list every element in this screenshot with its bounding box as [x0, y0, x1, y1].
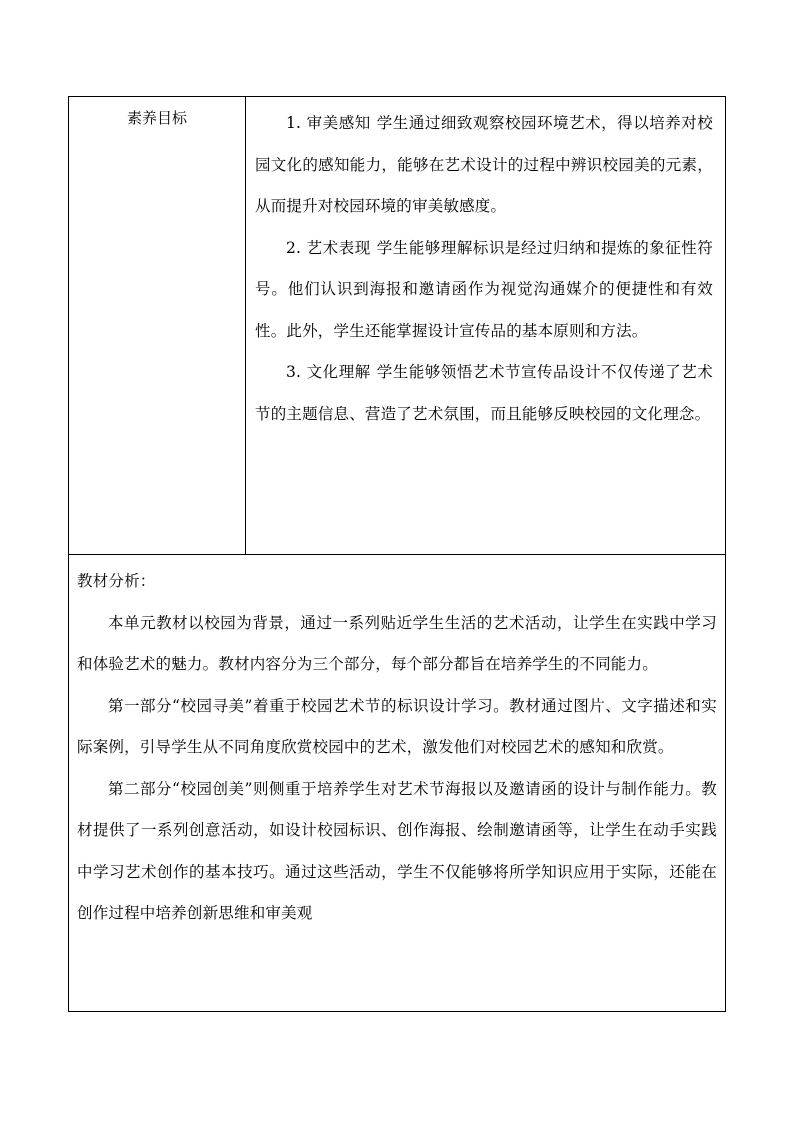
analysis-paragraph: 本单元教材以校园为背景，通过一系列贴近学生生活的艺术活动，让学生在实践中学习和体验艺术的魅力。教材内容分为三个部分，每个部分都旨在培养学生的不同能力。: [77, 613, 717, 673]
goal-item-text: 学生能够理解标识是经过归纳和提炼的象征性符号。他们认识到海报和邀请函作为视觉沟通媒介的便捷性和有效性。此外，学生还能掌握设计宣传品的基本原则和方法。: [255, 238, 714, 340]
goal-item: [255, 352, 713, 435]
goal-item-lead: 2. 艺术表现: [286, 238, 371, 257]
analysis-content: [77, 561, 717, 935]
goal-item-lead: 1. 审美感知: [286, 114, 371, 132]
lesson-plan-table: [68, 96, 726, 1012]
analysis-paragraph: 第一部分“校园寻美”着重于校园艺术节的标识设计学习。教材通过图片、文字描述和实际案例，引导学生从不同角度欣赏校园中的艺术，激发他们对校园艺术的感知和欣赏。: [77, 696, 717, 756]
goals-content-cell: [255, 103, 713, 435]
goals-label-cell: [69, 97, 246, 554]
analysis-row: [69, 555, 725, 1011]
goals-label: 素养目标: [126, 109, 187, 127]
goal-item: [255, 103, 713, 228]
goal-item-text: 学生能够领悟艺术节宣传品设计不仅传递了艺术节的主题信息、营造了艺术氛围，而且能够反映校园的文化理念。: [255, 363, 714, 423]
goal-item-text: 学生通过细致观察校园环境艺术，得以培养对校园文化的感知能力，能够在艺术设计的过程中辨识校园美的元素，从而提升对校园环境的审美敏感度。: [255, 114, 714, 215]
analysis-paragraph: 第二部分“校园创美”则侧重于培养学生对艺术节海报以及邀请函的设计与制作能力。教材提供了一系列创意活动，如设计校园标识、创作海报、绘制邀请函等，让学生在动手实践中学习艺术创作的基本技巧。通过这些活动，学生不仅能够将所学知识应用于实际，还能在创作过程中培养创新思维和审美观: [77, 779, 717, 922]
analysis-heading: 教材分析：: [77, 572, 156, 590]
goal-item-lead: 3. 文化理解: [286, 363, 371, 381]
goals-row: [69, 97, 725, 555]
goal-item: [255, 228, 713, 353]
